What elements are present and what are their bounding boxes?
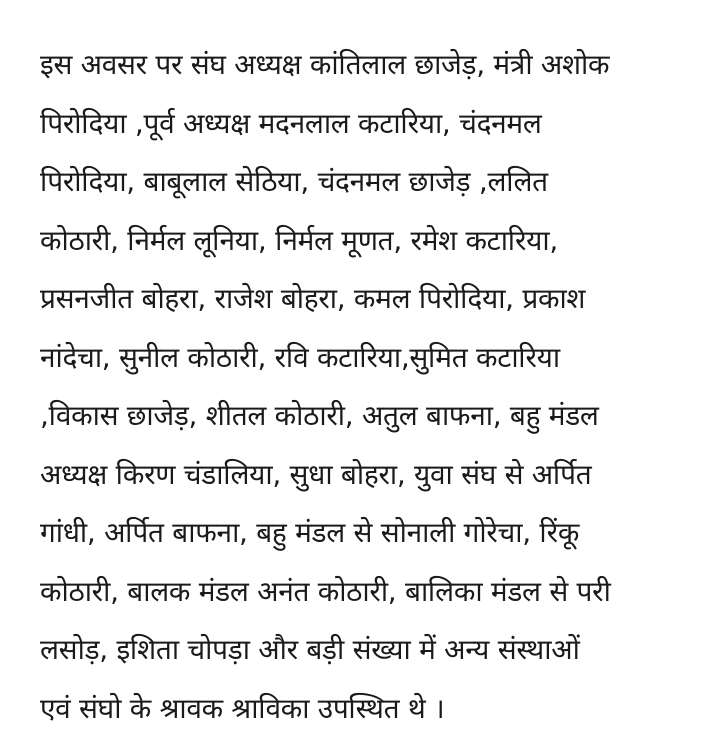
text-line-7: ,विकास छाजेड़, शीतल कोठारी, अतुल बाफना, बहु मंडल (40, 399, 599, 432)
text-line-4: कोठारी, निर्मल लूनिया, निर्मल मूणत, रमेश कटारिया, (40, 223, 558, 257)
text-line-11: लसोड़, इशिता चोपड़ा और बड़ी संख्या में अन्य संस्थाओं (40, 633, 580, 666)
article-text (40, 36, 700, 738)
text-line-5: प्रसनजीत बोहरा, राजेश बोहरा, कमल पिरोदिया, प्रकाश (40, 282, 586, 315)
text-line-6: नांदेचा, सुनील कोठारी, रवि कटारिया,सुमित कटारिया (40, 340, 560, 374)
text-line-10: कोठारी, बालक मंडल अनंत कोठारी, बालिका मंडल से परी (40, 574, 611, 608)
text-line-9: गांधी, अर्पित बाफना, बहु मंडल से सोनाली गोरेचा, रिंकू (40, 516, 580, 549)
text-line-12: एवं संघो के श्रावक श्राविका उपस्थित थे । (40, 691, 445, 725)
text-line-8: अध्यक्ष किरण चंडालिया, सुधा बोहरा, युवा संघ से अर्पित (40, 457, 592, 491)
text-line-3: पिरोदिया, बाबूलाल सेठिया, चंदनमल छाजेड़ ,ललित (40, 165, 548, 198)
text-line-1: इस अवसर पर संघ अध्यक्ष कांतिलाल छाजेड़, मंत्री अशोक (40, 48, 610, 81)
text-line-2: पिरोदिया ,पूर्व अध्यक्ष मदनलाल कटारिया, चंदनमल (40, 106, 542, 140)
